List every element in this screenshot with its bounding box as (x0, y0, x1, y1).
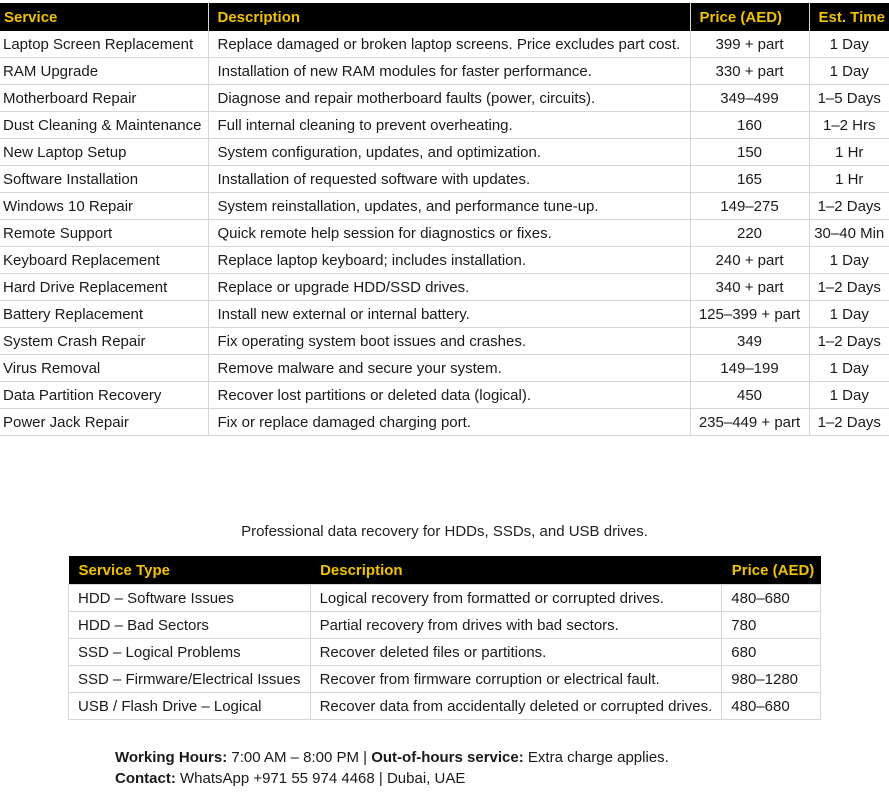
cell-service-type: USB / Flash Drive – Logical (69, 693, 311, 720)
cell-price: 235–449 + part (690, 409, 809, 436)
cell-service: Remote Support (0, 220, 208, 247)
cell-price: 450 (690, 382, 809, 409)
header-description: Description (208, 3, 690, 31)
cell-description: Remove malware and secure your system. (208, 355, 690, 382)
cell-price: 240 + part (690, 247, 809, 274)
cell-price: 160 (690, 112, 809, 139)
cell-est-time: 1 Day (809, 355, 889, 382)
cell-service: Virus Removal (0, 355, 208, 382)
cell-service: Data Partition Recovery (0, 382, 208, 409)
cell-est-time: 30–40 Min (809, 220, 889, 247)
cell-description: Logical recovery from formatted or corrupted drives. (310, 585, 722, 612)
header-price: Price (AED) (690, 3, 809, 31)
table-row (0, 274, 889, 301)
cell-price: 399 + part (690, 31, 809, 58)
cell-service: Dust Cleaning & Maintenance (0, 112, 208, 139)
cell-description: Installation of new RAM modules for faster performance. (208, 58, 690, 85)
contact-line (115, 768, 669, 789)
table-row (0, 247, 889, 274)
cell-est-time: 1 Day (809, 247, 889, 274)
table-row (0, 301, 889, 328)
cell-price: 349 (690, 328, 809, 355)
cell-description: Installation of requested software with updates. (208, 166, 690, 193)
cell-price: 220 (690, 220, 809, 247)
cell-price: 780 (722, 612, 821, 639)
header-est-time: Est. Time (809, 3, 889, 31)
table-row (0, 58, 889, 85)
cell-est-time: 1–5 Days (809, 85, 889, 112)
cell-price: 980–1280 (722, 666, 821, 693)
cell-description: Recover deleted files or partitions. (310, 639, 722, 666)
cell-description: Replace damaged or broken laptop screens. Price excludes part cost. (208, 31, 690, 58)
table-row (0, 409, 889, 436)
table-row (0, 85, 889, 112)
contact-value: WhatsApp +971 55 974 4468 | Dubai, UAE (175, 770, 466, 787)
cell-est-time: 1 Day (809, 301, 889, 328)
ooh-label: Out-of-hours service: (371, 749, 524, 766)
cell-price: 340 + part (690, 274, 809, 301)
table-row (69, 585, 821, 612)
header-service: Service (0, 3, 208, 31)
cell-service: Windows 10 Repair (0, 193, 208, 220)
cell-service: Keyboard Replacement (0, 247, 208, 274)
table-row (0, 31, 889, 58)
table-row (69, 693, 821, 720)
table-row (69, 612, 821, 639)
cell-est-time: 1 Day (809, 58, 889, 85)
cell-est-time: 1 Day (809, 382, 889, 409)
working-hours-line (115, 747, 669, 768)
cell-service: Power Jack Repair (0, 409, 208, 436)
cell-price: 349–499 (690, 85, 809, 112)
cell-price: 165 (690, 166, 809, 193)
footer (115, 747, 669, 789)
table-row (0, 112, 889, 139)
table-row (0, 382, 889, 409)
table-row (0, 193, 889, 220)
cell-price: 149–275 (690, 193, 809, 220)
cell-est-time: 1–2 Days (809, 193, 889, 220)
services-table-body (0, 31, 889, 436)
cell-service: System Crash Repair (0, 328, 208, 355)
cell-service: Software Installation (0, 166, 208, 193)
services-header-row (0, 3, 889, 31)
cell-description: Install new external or internal battery. (208, 301, 690, 328)
cell-description: Partial recovery from drives with bad sectors. (310, 612, 722, 639)
cell-price: 330 + part (690, 58, 809, 85)
cell-description: Recover from firmware corruption or electrical fault. (310, 666, 722, 693)
cell-description: Diagnose and repair motherboard faults (power, circuits). (208, 85, 690, 112)
cell-description: System reinstallation, updates, and performance tune-up. (208, 193, 690, 220)
cell-service: RAM Upgrade (0, 58, 208, 85)
cell-service-type: HDD – Bad Sectors (69, 612, 311, 639)
table-row (0, 166, 889, 193)
table-row (0, 355, 889, 382)
cell-service: Laptop Screen Replacement (0, 31, 208, 58)
table-row (69, 639, 821, 666)
cell-service-type: HDD – Software Issues (69, 585, 311, 612)
cell-service: Battery Replacement (0, 301, 208, 328)
table-row (0, 328, 889, 355)
cell-price: 480–680 (722, 585, 821, 612)
hours-value: 7:00 AM – 8:00 PM | (227, 749, 372, 766)
cell-service-type: SSD – Logical Problems (69, 639, 311, 666)
cell-service: Motherboard Repair (0, 85, 208, 112)
cell-est-time: 1–2 Days (809, 328, 889, 355)
contact-label: Contact: (115, 770, 176, 787)
cell-description: Quick remote help session for diagnostics or fixes. (208, 220, 690, 247)
cell-est-time: 1–2 Hrs (809, 112, 889, 139)
cell-description: Replace laptop keyboard; includes installation. (208, 247, 690, 274)
cell-est-time: 1 Hr (809, 166, 889, 193)
hours-label: Working Hours: (115, 749, 228, 766)
cell-price: 125–399 + part (690, 301, 809, 328)
recovery-subtitle: Professional data recovery for HDDs, SSDs, and USB drives. (241, 523, 648, 540)
cell-price: 150 (690, 139, 809, 166)
header-recovery-price: Price (AED) (722, 556, 821, 585)
cell-est-time: 1–2 Days (809, 409, 889, 436)
cell-description: Fix or replace damaged charging port. (208, 409, 690, 436)
cell-price: 680 (722, 639, 821, 666)
header-recovery-description: Description (310, 556, 722, 585)
services-table (0, 3, 889, 436)
table-row (0, 220, 889, 247)
cell-price: 149–199 (690, 355, 809, 382)
cell-description: Fix operating system boot issues and crashes. (208, 328, 690, 355)
cell-est-time: 1 Day (809, 31, 889, 58)
cell-service-type: SSD – Firmware/Electrical Issues (69, 666, 311, 693)
recovery-table-body (69, 585, 821, 720)
cell-description: Recover data from accidentally deleted or corrupted drives. (310, 693, 722, 720)
cell-est-time: 1–2 Days (809, 274, 889, 301)
ooh-value: Extra charge applies. (523, 749, 669, 766)
cell-description: Full internal cleaning to prevent overheating. (208, 112, 690, 139)
recovery-header-row (69, 556, 821, 585)
cell-est-time: 1 Hr (809, 139, 889, 166)
recovery-table (68, 556, 821, 720)
cell-service: New Laptop Setup (0, 139, 208, 166)
table-row (0, 139, 889, 166)
cell-price: 480–680 (722, 693, 821, 720)
table-row (69, 666, 821, 693)
cell-service: Hard Drive Replacement (0, 274, 208, 301)
header-service-type: Service Type (69, 556, 311, 585)
cell-description: Replace or upgrade HDD/SSD drives. (208, 274, 690, 301)
cell-description: System configuration, updates, and optimization. (208, 139, 690, 166)
cell-description: Recover lost partitions or deleted data (logical). (208, 382, 690, 409)
